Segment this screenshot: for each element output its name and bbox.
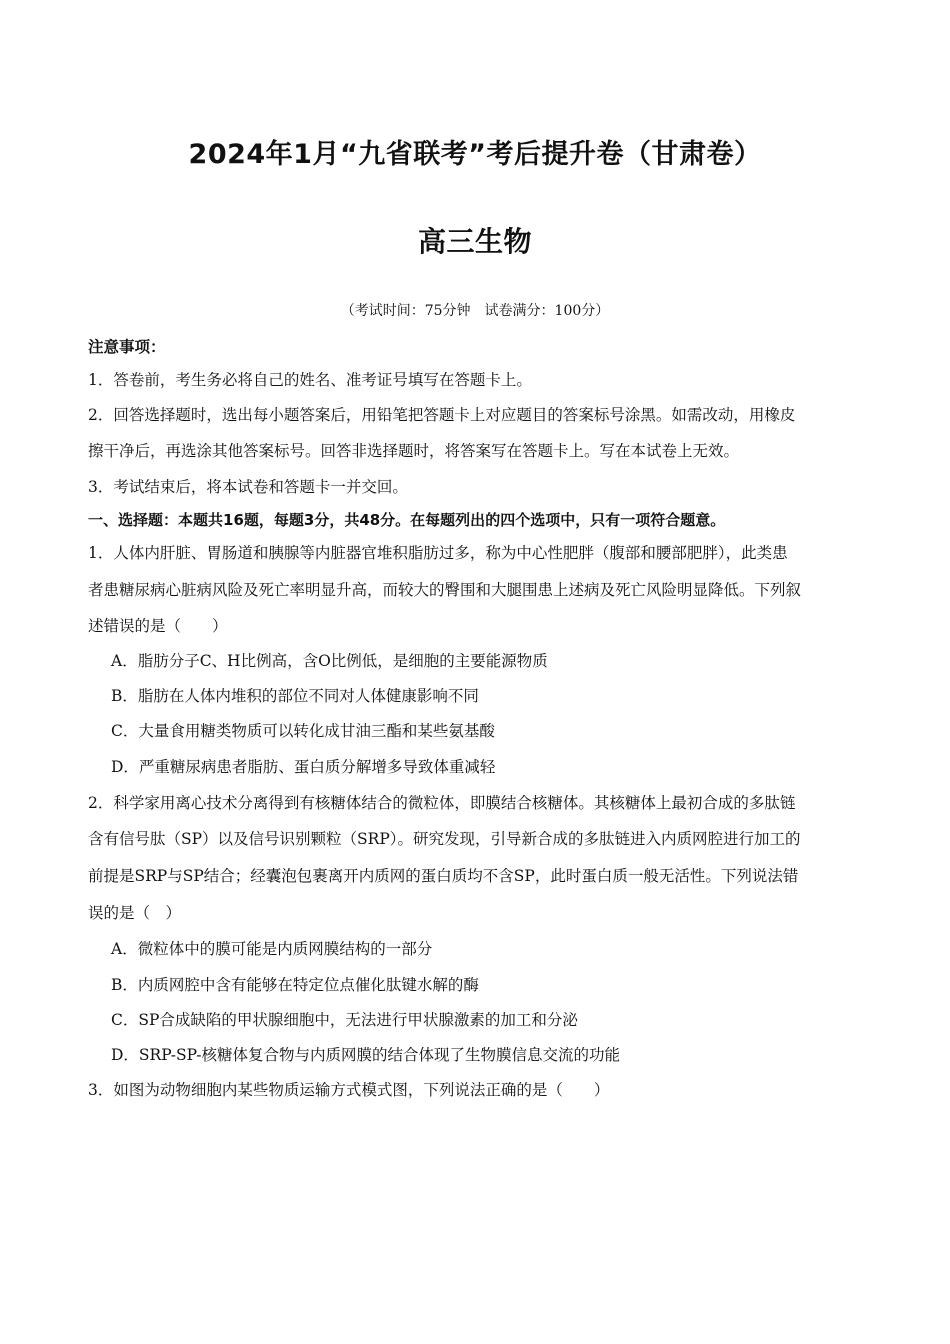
question-stem: 误的是（ ） [88, 904, 182, 922]
question-stem: 1．人体内肝脏、胃肠道和胰腺等内脏器官堆积脂肪过多，称为中心性肥胖（腹部和腰部肥胖），此类患 [88, 544, 788, 562]
section-heading: 一、选择题：本题共16题，每题3分，共48分。在每题列出的四个选项中，只有一项符合题意。 [88, 511, 726, 529]
answer-option: B．内质网腔中含有能够在特定位点催化肽键水解的酶 [111, 976, 479, 994]
question-stem: 述错误的是（ ） [88, 617, 228, 635]
question-stem: 者患糖尿病心脏病风险及死亡率明显升高，而较大的臀围和大腿围患上述病及死亡风险明显降低。下列叙 [88, 581, 802, 599]
question-stem: 前提是SRP与SP结合；经囊泡包裹离开内质网的蛋白质均不含SP，此时蛋白质一般无活性。下列说法错 [88, 867, 799, 885]
notice-line: 擦干净后，再选涂其他答案标号。回答非选择题时，将答案写在答题卡上。写在本试卷上无效。 [88, 442, 740, 460]
answer-option: C．SP合成缺陷的甲状腺细胞中，无法进行甲状腺激素的加工和分泌 [111, 1011, 578, 1029]
question-stem: 2．科学家用离心技术分离得到有核糖体结合的微粒体，即膜结合核糖体。其核糖体上最初合成的多肽链 [88, 794, 796, 812]
question-stem: 3．如图为动物细胞内某些物质运输方式模式图，下列说法正确的是（ ） [88, 1081, 610, 1099]
answer-option: D．严重糖尿病患者脂肪、蛋白质分解增多导致体重减轻 [111, 758, 496, 776]
notice-line: 3．考试结束后，将本试卷和答题卡一并交回。 [88, 478, 408, 496]
notice-line: 1．答卷前，考生务必将自己的姓名、准考证号填写在答题卡上。 [88, 371, 532, 389]
exam-info: （考试时间：75分钟 试卷满分：100分） [340, 303, 610, 319]
document-title: 2024年1月“九省联考”考后提升卷（甘肃卷） [188, 139, 762, 170]
answer-option: A．脂肪分子C、H比例高，含O比例低，是细胞的主要能源物质 [111, 652, 548, 670]
notice-line: 2．回答选择题时，选出每小题答案后，用铅笔把答题卡上对应题目的答案标号涂黑。如需改动，用橡皮 [88, 406, 796, 424]
notice-heading: 注意事项： [88, 338, 166, 356]
answer-option: C．大量食用糖类物质可以转化成甘油三酯和某些氨基酸 [111, 722, 495, 740]
answer-option: D．SRP-SP-核糖体复合物与内质网膜的结合体现了生物膜信息交流的功能 [111, 1046, 620, 1064]
question-stem: 含有信号肽（SP）以及信号识别颗粒（SRP）。研究发现，引导新合成的多肽链进入内质网腔进行加工的 [88, 830, 801, 848]
answer-option: A．微粒体中的膜可能是内质网膜结构的一部分 [111, 940, 433, 958]
answer-option: B．脂肪在人体内堆积的部位不同对人体健康影响不同 [111, 687, 479, 705]
subject-title: 高三生物 [417, 225, 532, 258]
